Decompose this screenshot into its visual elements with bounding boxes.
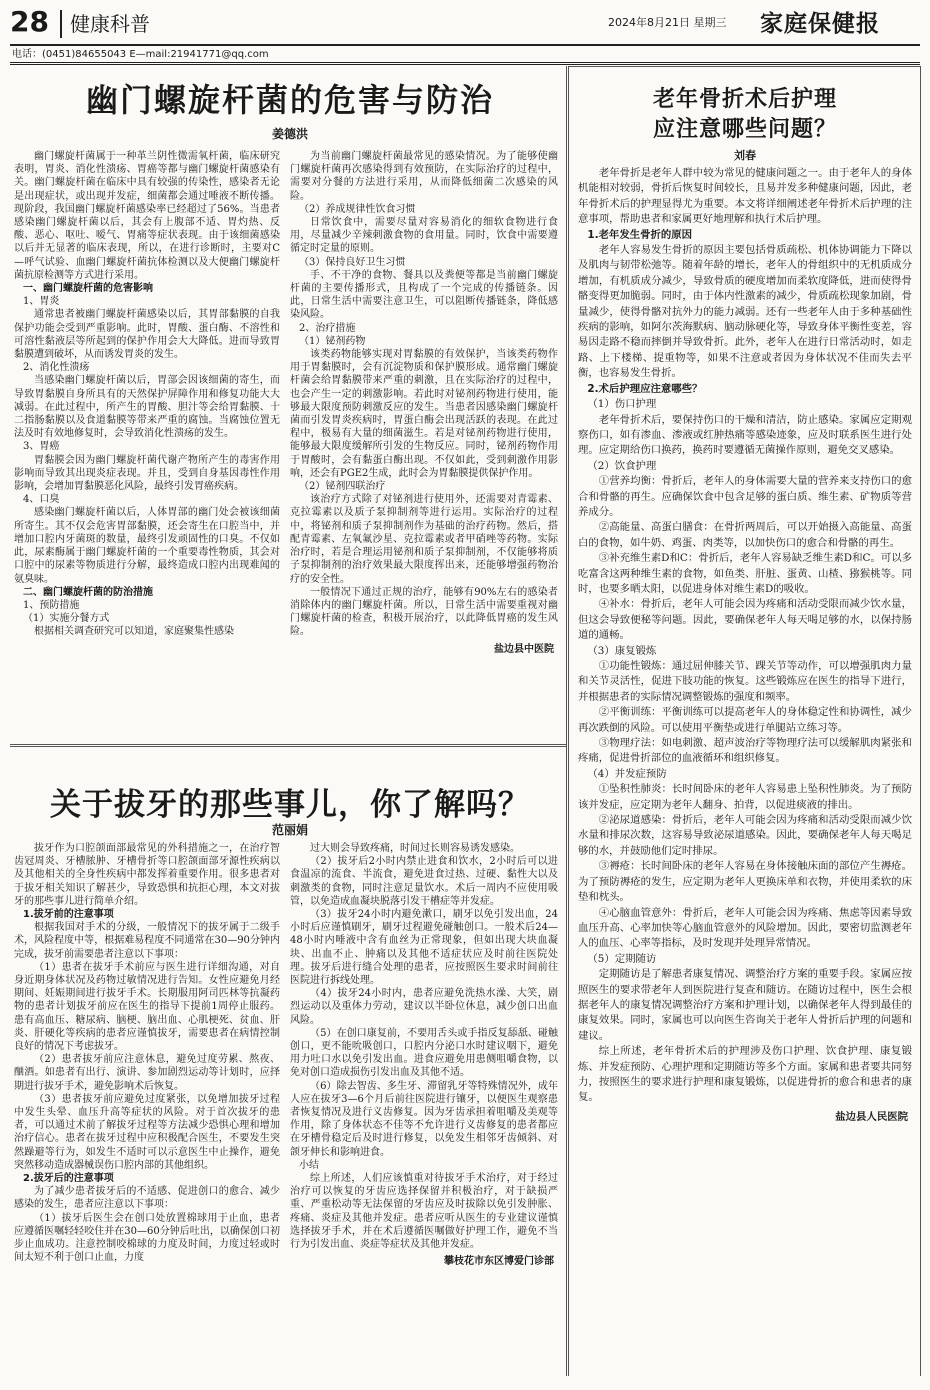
paragraph: （1）患者在拔牙手术前应与医生进行详细沟通，对自身近期身体状况及药物过敏情况进行告知。女性应避免月经期间、妊娠期间进行拔牙手术。长期服用阿司匹林等抗凝药物的患者计划拔牙前应在医生的指导下提前1周停止服药。患有高血压、糖尿病、脑梗、脑出血、心肌梗死、贫血、肝炎、肝硬化等疾病的患者应谨慎拔牙，需要患者在病情控制良好的情况下考虑拔牙。 — [14, 961, 280, 1053]
paragraph: （5）在创口康复前，不要用舌头或手指反复舔舐、碰触创口，更不能吮吸创口，口腔内分泌口水时建议咽下，避免用力吐口水以免引发出血。进食应避免用患侧咀嚼食物，以免对创口造成损伤引发出血及其他不适。 — [290, 1027, 558, 1079]
subheading: （1）铋剂药物 — [299, 335, 366, 347]
paragraph: 感染幽门螺旋杆菌以后，人体胃部的幽门处会被该细菌所寄生。其不仅会危害胃部黏膜，还会寄生在口腔当中，并增加口腔内牙菌斑的数量，最终引发顽固性的口臭。不仅如此，尿素酶属于幽门螺旋杆菌的一个重要毒性物质，其会对口腔中的尿素等物质进行分解，最终造成口腔内出现难闻的氨臭味。 — [14, 507, 280, 585]
page-header — [0, 0, 930, 46]
subheading: 二、幽门螺旋杆菌的防治措施 — [23, 586, 153, 598]
paragraph: ②高能量、高蛋白膳食：在骨折两周后，可以开始摄入高能量、高蛋白的食物，如牛奶、鸡蛋、肉类等，以加快伤口的愈合和骨骼的再生。 — [578, 521, 912, 549]
paragraph: 该类药物能够实现对胃黏膜的有效保护，当该类药物作用于胃黏膜时，会有沉淀物质和保护膜形成。通常幽门螺旋杆菌会给胃黏膜带来严重的刺激，且在实际治疗的过程中，也会产生一定的刺激影响。若此时对铋剂药物进行使用，能够最大限度预防刺激反应的发生。当患者因感染幽门螺旋杆菌而引发胃炎疾病时，胃蛋白酶会出现活跃的表现。在此过程中，极易有大量的细菌滋生。若是对铋剂药物进行使用，能够最大限度缓解所引发的生物反应。同时，铋剂药物作用于胃酸时，会有黏蛋白酶出现。不仅如此，受到刺激作用影响，还会有PGE2生成，此时会为胃黏膜提供保护作用。 — [290, 349, 558, 479]
article3-title-line1: 老年骨折术后护理 — [652, 86, 837, 112]
subheading: 3、胃癌 — [23, 441, 60, 453]
newspaper-brand: 家庭保健报 — [760, 10, 880, 37]
paragraph: （1）拔牙后医生会在创口处放置棉球用于止血，患者应遵循医嘱轻轻咬住并在30—60分钟后吐出，以确保创口初步止血成功。注意控制咬棉球的力度及时间，力度过轻或时间太短不利于创口止血，力度 — [14, 1212, 280, 1264]
paragraph: 手、不干净的食物、餐具以及粪便等都是当前幽门螺旋杆菌的主要传播形式，且构成了一个完成的传播链条。因此，日常生活中需要注意卫生，可以阻断传播链条，降低感染风险。 — [290, 269, 558, 321]
subheading: （2）铋剂四联治疗 — [299, 481, 386, 493]
box-top-border — [568, 66, 920, 67]
subheading: 小结 — [299, 1159, 319, 1171]
source-institution: 盐边县人民医院 — [835, 1110, 908, 1123]
subheading: 1.老年发生骨折的原因 — [587, 228, 693, 241]
paragraph: 该治疗方式除了对铋剂进行使用外，还需要对青霉素、克拉霉素以及质子泵抑制剂等进行运用。实际治疗的过程中，将铋剂和质子泵抑制剂作为基础的治疗药物。然后，搭配青霉素、左氧氟沙星、克拉霉素或者甲硝唑等药物。实际治疗时，若是合理运用铋剂和质子泵抑制剂，不仅能够将质子泵抑制剂的治疗效果最大限度挥出来，还能够增强药物治疗的安全性。 — [290, 494, 558, 585]
subheading: 1.拔牙前的注意事项 — [23, 909, 114, 921]
header-rule — [10, 44, 920, 46]
paragraph: 一般情况下通过正规的治疗，能够有90%左右的感染者消除体内的幽门螺旋杆菌。所以，日常生活中需要重视对幽门螺旋杆菌的检查，积极开展治疗，以此降低胃癌的发生风险。 — [290, 586, 558, 638]
subheading: 2.拔牙后的注意事项 — [23, 1173, 114, 1185]
paragraph: 当感染幽门螺旋杆菌以后，胃部会因该细菌的寄生，而导致胃黏膜自身所具有的天然保护屏障作用和修复功能大大减弱。在此过程中，所产生的胃酸、胆汁等会给胃黏膜、十二指肠黏膜以及食道黏膜等带来严重的腐蚀。当腐蚀位置无法及时有效地修复时，会导致消化性溃疡的发生。 — [14, 375, 280, 440]
paragraph: （6）除去智齿、多生牙、滞留乳牙等特殊情况外，成年人应在拔牙3—6个月后前往医院进行镶牙，以便医生观察患者恢复情况及进行义齿修复。因为牙齿承担着咀嚼及美观等作用，除了身体状态不佳等不允许进行义齿修复的患者都应在牙槽骨稳定后及时进行修复，以免发生相邻牙齿倾斜、对颌牙伸长和影响进食。 — [290, 1080, 558, 1158]
paragraph: 老年人容易发生骨折的原因主要包括骨质疏松、机体协调能力下降以及肌肉与韧带松弛等。随着年龄的增长，老年人的骨组织中的无机质成分增加，有机质成分减少，导致骨质的硬度增加而柔软度降低，进而使得骨骼变得更加脆弱。同时，由于体内性激素的减少，骨质疏松现象加剧，骨量减少，使得骨骼对抗外力的能力减弱。还有一些老年人由于多种基础性疾病的影响，如阿尔茨海默病、脑动脉硬化等，导致身体平衡性变差，容易因走路不稳而摔倒并导致骨折。此外，老年人在进行日常活动时，如走路、上下楼梯、提重物等，如果不注意或者因为身体状况不佳而失去平衡，也容易发生骨折。 — [578, 244, 912, 380]
article-divider — [10, 744, 566, 745]
source-institution: 攀枝花市东区博爱门诊部 — [444, 1256, 554, 1268]
article3-title-line2: 应注意哪些问题？ — [652, 116, 837, 142]
paragraph: （3）拔牙24小时内避免漱口，刷牙以免引发出血，24小时后应谨慎刷牙，刷牙过程避免碰触创口。一般术后24—48小时内唾液中含有血丝为正常现象，但如出现大块血凝块、出血不止、肿痛以及其他不适症状应及时前往医院处理。拔牙后进行缝合处理的患者，应按照医生要求时间前往医院进行拆线处理。 — [290, 909, 558, 987]
paragraph: ③褥疮：长时间卧床的老年人容易在身体接触床面的部位产生褥疮。为了预防褥疮的发生，应定期为老年人更换床单和衣物，并使用柔软的床垫和枕头。 — [578, 860, 912, 904]
paragraph: 幽门螺旋杆菌属于一种革兰阴性微需氧杆菌，临床研究表明，胃炎、消化性溃疡、胃癌等都与幽门螺旋杆菌感染有关。幽门螺旋杆菌在临床中具有较强的传染性，感染者无论是出现症状，或出现并发症，细菌都会通过唾液不断传播。现阶段，我国幽门螺旋杆菌感染率已经超过了56%。当患者感染幽门螺旋杆菌以后，其会有上腹部不适、胃灼热、反酸、恶心、呕吐、嗳气、胃痛等症状表现。由于该细菌感染以后并无显著的临床表现，所以，在进行诊断时，主要对C—呼气试验、血幽门螺旋杆菌抗体检测以及大便幽门螺旋杆菌抗原检测等方式进行采用。 — [14, 151, 280, 281]
box-right-border — [920, 66, 921, 1376]
header-double-rule-top — [10, 62, 920, 63]
header-double-rule-bottom — [10, 64, 920, 65]
paragraph: 日常饮食中，需要尽量对容易消化的细软食物进行食用，尽量减少辛辣刺激食物的食用量。同时，饮食中需要遵循定时定量的原则。 — [290, 217, 558, 255]
subheading: （1）伤口护理 — [587, 398, 657, 411]
paragraph: （2）患者拔牙前应注意休息，避免过度劳累、熬夜、酗酒。如患者有出行、演讲、参加剧烈运动等计划时，应择期进行拔牙手术，避免影响术后恢复。 — [14, 1054, 280, 1092]
subheading: （1）实施分餐方式 — [23, 613, 110, 625]
subheading: 1、胃炎 — [23, 296, 60, 308]
article2-column-1 — [14, 842, 280, 1382]
paragraph: ②平衡训练：平衡训练可以提高老年人的身体稳定性和协调性，减少再次跌倒的风险。可以使用平衡垫或进行单腿站立练习等。 — [578, 706, 912, 734]
paragraph: （4）拔牙24小时内，患者应避免洗热水澡、大笑，剧烈运动以及重体力劳动，建议以半卧位休息，减少创口出血风险。 — [290, 988, 558, 1026]
paragraph: ③物理疗法：如电刺激、超声波治疗等物理疗法可以缓解肌肉紧张和疼痛，促进骨折部位的血液循环和组织修复。 — [578, 737, 912, 765]
subheading: 2.术后护理应注意哪些？ — [587, 382, 703, 395]
subheading: 一、幽门螺旋杆菌的危害影响 — [23, 283, 153, 295]
paragraph: 为了减少患者拔牙后的不适感、促进创口的愈合、减少感染的发生，患者应注意以下事项： — [14, 1186, 280, 1211]
subheading: （3）保持良好卫生习惯 — [299, 256, 406, 268]
source-institution: 盐边县中医院 — [494, 643, 554, 655]
paragraph: （2）拔牙后2小时内禁止进食和饮水，2小时后可以进食温凉的流食、半流食，避免进食过热、过硬、黏性大以及刺激类的食物，同时注意足量饮水。术后一周内不应使用吸管，以免造成血凝块脱落引发干槽症等并发症。 — [290, 856, 558, 907]
paragraph: 通常患者被幽门螺旋杆菌感染以后，其胃部黏膜的自我保护功能会受到严重影响。此时，胃酸、蛋白酶、不溶性和可溶性黏液层等所起到的保护作用会大大降低。进而导致胃黏膜遭到破坏，从而诱发胃炎的发生。 — [14, 309, 280, 361]
paragraph: 定期随访是了解患者康复情况、调整治疗方案的重要手段。家属应按照医生的要求带老年人到医院进行复查和随访。在随访过程中，医生会根据老年人的康复情况调整治疗方案和护理计划，以确保老年人得到最佳的康复效果。同时，家属也可以向医生咨询关于老年人骨折后护理的问题和建议。 — [578, 968, 912, 1042]
article1-title: 幽门螺旋杆菌的危害与防治 — [85, 81, 494, 119]
paragraph: 为当前幽门螺旋杆菌最常见的感染情况。为了能够使幽门螺旋杆菌再次感染得到有效预防，在实际治疗的过程中，需要对分餐的方法进行采用，从而降低细菌二次感染的风险。 — [290, 151, 558, 202]
paragraph: ①营养均衡：骨折后，老年人的身体需要大量的营养来支持伤口的愈合和骨骼的再生。应确保饮食中包含足够的蛋白质、维生素、矿物质等营养成分。 — [578, 475, 912, 518]
subheading: （4）并发症预防 — [587, 767, 667, 780]
paragraph: 老年骨折术后，要保持伤口的干燥和清洁，防止感染。家属应定期观察伤口，如有渗血、渗液或红肿热痛等感染迹象，应及时联系医生进行处理。应定期给伤口换药，换药时要遵循无菌操作原则，避免交叉感染。 — [578, 413, 912, 457]
paragraph: 拔牙作为口腔颌面部最常见的外科措施之一，在治疗智齿冠周炎、牙槽脓肿、牙槽骨折等口腔颌面部牙源性疾病以及其他相关的全身性疾病中都发挥着重要作用。很多患者对于拔牙相关知识了解甚少，导致恐惧和抗拒心理，本文对拔牙的那些事儿进行简单介绍。 — [14, 843, 280, 907]
paragraph: ①坠积性肺炎：长时间卧床的老年人容易患上坠积性肺炎。为了预防该并发症，应定期为老年人翻身、拍背，以促进痰液的排出。 — [578, 783, 912, 811]
paragraph: （3）患者拔牙前应避免过度紧张，以免增加拔牙过程中发生头晕、血压升高等症状的风险。对于首次拔牙的患者，可以通过术前了解拔牙过程等方法减少恐惧心理和增加治疗信心。患者在拔牙过程中应积极配合医生，不要发生突然躁避等行为，如发生不适时可以示意医生中止操作，避免突然移动造成器械误伤口腔内部的其他组织。 — [14, 1093, 280, 1171]
article2-column-2 — [290, 842, 558, 1382]
paragraph: ③补充维生素D和C：骨折后，老年人容易缺乏维生素D和C。可以多吃富含这两种维生素的食物，如鱼类、肝脏、蛋黄、山楂、猕猴桃等。同时，也要多晒太阳，以促进身体对维生素D的吸收。 — [578, 552, 912, 595]
subheading: （2）养成规律性饮食习惯 — [299, 203, 416, 215]
article-divider-inner — [10, 746, 566, 747]
article1-column-2 — [290, 150, 558, 740]
subheading: （3）康复锻炼 — [587, 644, 657, 657]
article3-column — [578, 166, 912, 1380]
subheading: 4、口臭 — [23, 494, 60, 506]
subheading: 2、消化性溃疡 — [23, 362, 90, 374]
page-number: 28 — [10, 5, 49, 38]
header-divider — [60, 10, 62, 38]
issue-date: 2024年8月21日 星期三 — [608, 16, 727, 29]
article2-author: 范丽娟 — [271, 823, 308, 837]
paragraph: 综上所述，老年骨折术后的护理涉及伤口护理、饮食护理、康复锻炼、并发症预防、心理护理和定期随访等多个方面。家属和患者要共同努力，按照医生的要求进行护理和康复锻炼，以促进骨折的愈合和患者的康复。 — [578, 1045, 912, 1104]
paragraph: ④补水：骨折后，老年人可能会因为疼痛和活动受限而减少饮水量，但这会导致便秘等问题。因此，要确保老年人每天喝足够的水，以保持肠道的通畅。 — [578, 598, 912, 642]
paragraph: ①功能性锻炼：通过屈伸膝关节、踝关节等动作，可以增强肌肉力量和关节灵活性，促进下肢功能的恢复。这些锻炼应在医生的指导下进行，并根据患者的实际情况调整锻炼的强度和频率。 — [578, 660, 912, 703]
paragraph: 根据相关调查研究可以知道，家庭聚集性感染 — [34, 626, 234, 638]
paragraph: 胃黏膜会因为幽门螺旋杆菌代谢产物所产生的毒害作用影响而导致其出现炎症表现。并且，受到自身基因毒性作用影响，会增加胃黏膜恶化风险，最终引发胃癌疾病。 — [14, 454, 280, 493]
paragraph: ④心脑血管意外：骨折后，老年人可能会因为疼痛、焦虑等因素导致血压升高、心率加快等心脑血管意外的风险增加。因此，要密切监测老年人的血压、心率等指标，及时发现并处理异常情况。 — [578, 906, 912, 950]
subheading: 2、治疗措施 — [299, 322, 356, 334]
paragraph: 综上所述，人们应该慎重对待拔牙手术治疗，对于经过治疗可以恢复的牙齿应选择保留并积极治疗，对于缺损严重、严重松动等无法保留的牙齿应及时拔除以免引发肿胀、疼痛、炎症及其他并发症。患者应听从医生的专业建议谨慎选择拔牙手术，并在术后遵循医嘱做好护理工作，避免不当行为引发出血、炎症等症状及其他并发症。 — [290, 1173, 558, 1251]
subheading: （2）饮食护理 — [587, 459, 657, 472]
section-name: 健康科普 — [70, 12, 150, 36]
subheading: （5）定期随访 — [587, 952, 657, 965]
paragraph: 根据我国对手术的分级，一般情况下的拔牙属于二级手术，风险程度中等，根据难易程度不同通常在30—90分钟内完成，拔牙前需要患者注意以下事项： — [14, 922, 280, 960]
column-divider — [566, 66, 567, 1376]
column-divider-inner — [568, 66, 569, 1376]
article3-author: 刘春 — [734, 149, 756, 162]
paragraph: 老年骨折是老年人群中较为常见的健康问题之一。由于老年人的身体机能相对较弱，骨折后恢复时间较长，且易并发多种健康问题，因此，老年骨折术后的护理显得尤为重要。本文将详细阐述老年骨折术后护理的注意事项，帮助患者和家属更好地理解和执行术后护理。 — [578, 167, 912, 226]
article1-author: 姜德洪 — [271, 127, 308, 141]
paragraph: ②泌尿道感染：骨折后，老年人可能会因为疼痛和活动受限而减少饮水量和排尿次数，这容易导致泌尿道感染。因此，要确保老年人每天喝足够的水，并鼓励他们定时排尿。 — [578, 814, 912, 857]
article1-column-1 — [14, 150, 280, 740]
subheading: 1、预防措施 — [23, 599, 80, 611]
article2-title: 关于拔牙的那些事儿，你了解吗？ — [50, 787, 530, 823]
paragraph: 过大则会导致疼痛，时间过长则容易诱发感染。 — [310, 843, 520, 854]
contact-line: 电话：(0451)84655043 E—mail:21941771@qq.com — [12, 49, 269, 60]
article3-title — [575, 84, 915, 144]
